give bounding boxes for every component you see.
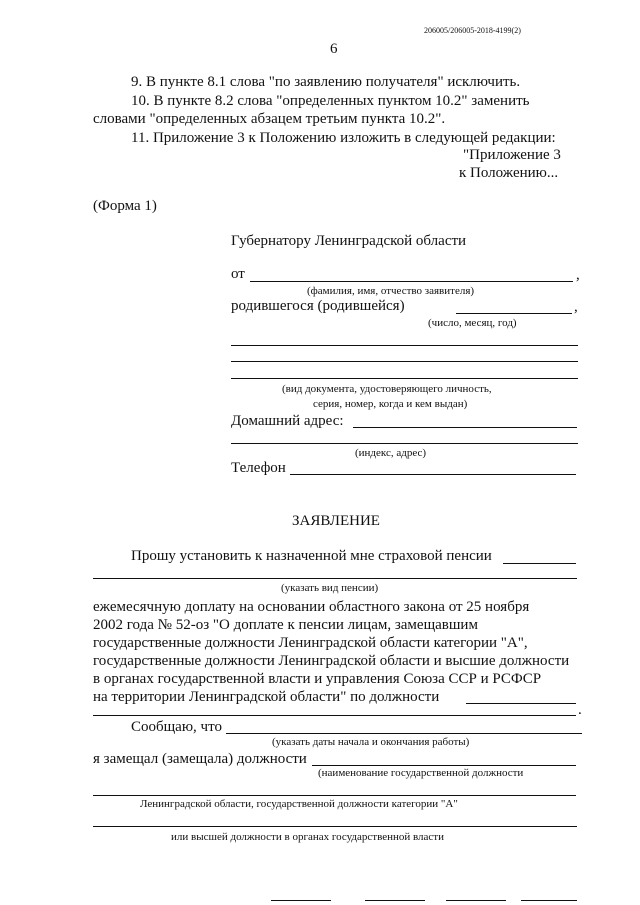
amendment-item-10 bbox=[131, 92, 582, 110]
paragraph-line: ежемесячную доплату на основании областного закона от 25 ноября bbox=[93, 599, 530, 615]
work-dates-field bbox=[226, 733, 582, 734]
phone-field bbox=[290, 474, 576, 475]
form-label: (Форма 1) bbox=[93, 198, 157, 214]
appendix-reference-line1: "Приложение 3 bbox=[463, 147, 561, 163]
amendment-item-9: 9. В пункте 8.1 слова "по заявлению получателя" исключить. bbox=[131, 74, 521, 90]
pension-type-field-line-1 bbox=[503, 563, 576, 564]
paragraph-line: государственные должности Ленинградской области категории "А", bbox=[93, 635, 528, 651]
held-position-field bbox=[312, 765, 576, 766]
paragraph-line: в органах государственной власти и управления Союза ССР и РСФСР bbox=[93, 671, 542, 687]
bottom-field-line-1 bbox=[271, 900, 331, 901]
hint-identity-document-line2: серия, номер, когда и кем выдан) bbox=[313, 398, 468, 410]
identity-document-line-1 bbox=[231, 345, 578, 346]
hint-birth-date: (число, месяц, год) bbox=[428, 317, 517, 329]
applicant-name-field bbox=[250, 281, 573, 282]
law-reference-paragraph bbox=[93, 598, 583, 688]
hint-pension-type: (указать вид пенсии) bbox=[281, 582, 379, 594]
hint-category-a: Ленинградской области, государственной должности категории "А" bbox=[140, 798, 458, 810]
held-position-label: я замещал (замещала) должности bbox=[93, 751, 307, 767]
hint-work-dates: (указать даты начала и окончания работы) bbox=[272, 736, 470, 748]
address-field-line-1 bbox=[353, 427, 577, 428]
appendix-reference-line2: к Положению... bbox=[459, 165, 559, 181]
amendment-item-11: 11. Приложение 3 к Положению изложить в следующей редакции: bbox=[131, 130, 556, 146]
from-label: от bbox=[231, 266, 245, 282]
from-comma: , bbox=[576, 267, 580, 283]
position-field-period: . bbox=[578, 702, 582, 718]
identity-document-line-3 bbox=[231, 378, 578, 379]
address-label: Домашний адрес: bbox=[231, 413, 344, 429]
hint-identity-document-line1: (вид документа, удостоверяющего личность, bbox=[282, 383, 492, 395]
page-number: 6 bbox=[330, 41, 338, 57]
pension-type-field-line-2 bbox=[93, 578, 577, 579]
born-label: родившегося (родившейся) bbox=[231, 298, 405, 314]
application-title: ЗАЯВЛЕНИЕ bbox=[292, 513, 380, 529]
bottom-field-line-4 bbox=[521, 900, 577, 901]
bottom-field-line-2 bbox=[365, 900, 425, 901]
addressee: Губернатору Ленинградской области bbox=[231, 233, 467, 249]
amendment-item-10-continuation: словами "определенных абзацем третьим пункта 10.2". bbox=[93, 111, 446, 127]
category-a-field bbox=[93, 795, 576, 796]
amendment-item-10-text: 10. В пункте 8.2 слова "определенных пунктом 10.2" заменить bbox=[131, 93, 530, 109]
paragraph-line: государственные должности Ленинградской области и высшие должности bbox=[93, 653, 570, 669]
request-text: Прошу установить к назначенной мне страховой пенсии bbox=[131, 548, 492, 564]
hint-higher-position: или высшей должности в органах государственной власти bbox=[171, 831, 444, 843]
identity-document-line-2 bbox=[231, 361, 578, 362]
position-field-line-2 bbox=[93, 715, 576, 716]
inform-label: Сообщаю, что bbox=[131, 719, 222, 735]
paragraph-last-line: на территории Ленинградской области" по должности bbox=[93, 689, 440, 705]
position-field-line-1 bbox=[466, 703, 576, 704]
address-field-line-2 bbox=[231, 443, 578, 444]
hint-position-name: (наименование государственной должности bbox=[318, 767, 524, 779]
birth-date-field bbox=[456, 313, 572, 314]
hint-address: (индекс, адрес) bbox=[355, 447, 427, 459]
hint-applicant-name: (фамилия, имя, отчество заявителя) bbox=[307, 285, 475, 297]
bottom-field-line-3 bbox=[446, 900, 506, 901]
born-comma: , bbox=[574, 299, 578, 315]
document-code: 206005/206005-2018-4199(2) bbox=[424, 26, 521, 35]
phone-label: Телефон bbox=[231, 460, 286, 476]
paragraph-line: 2002 года № 52-оз "О доплате к пенсии лицам, замещавшим bbox=[93, 617, 478, 633]
higher-position-field bbox=[93, 826, 577, 827]
